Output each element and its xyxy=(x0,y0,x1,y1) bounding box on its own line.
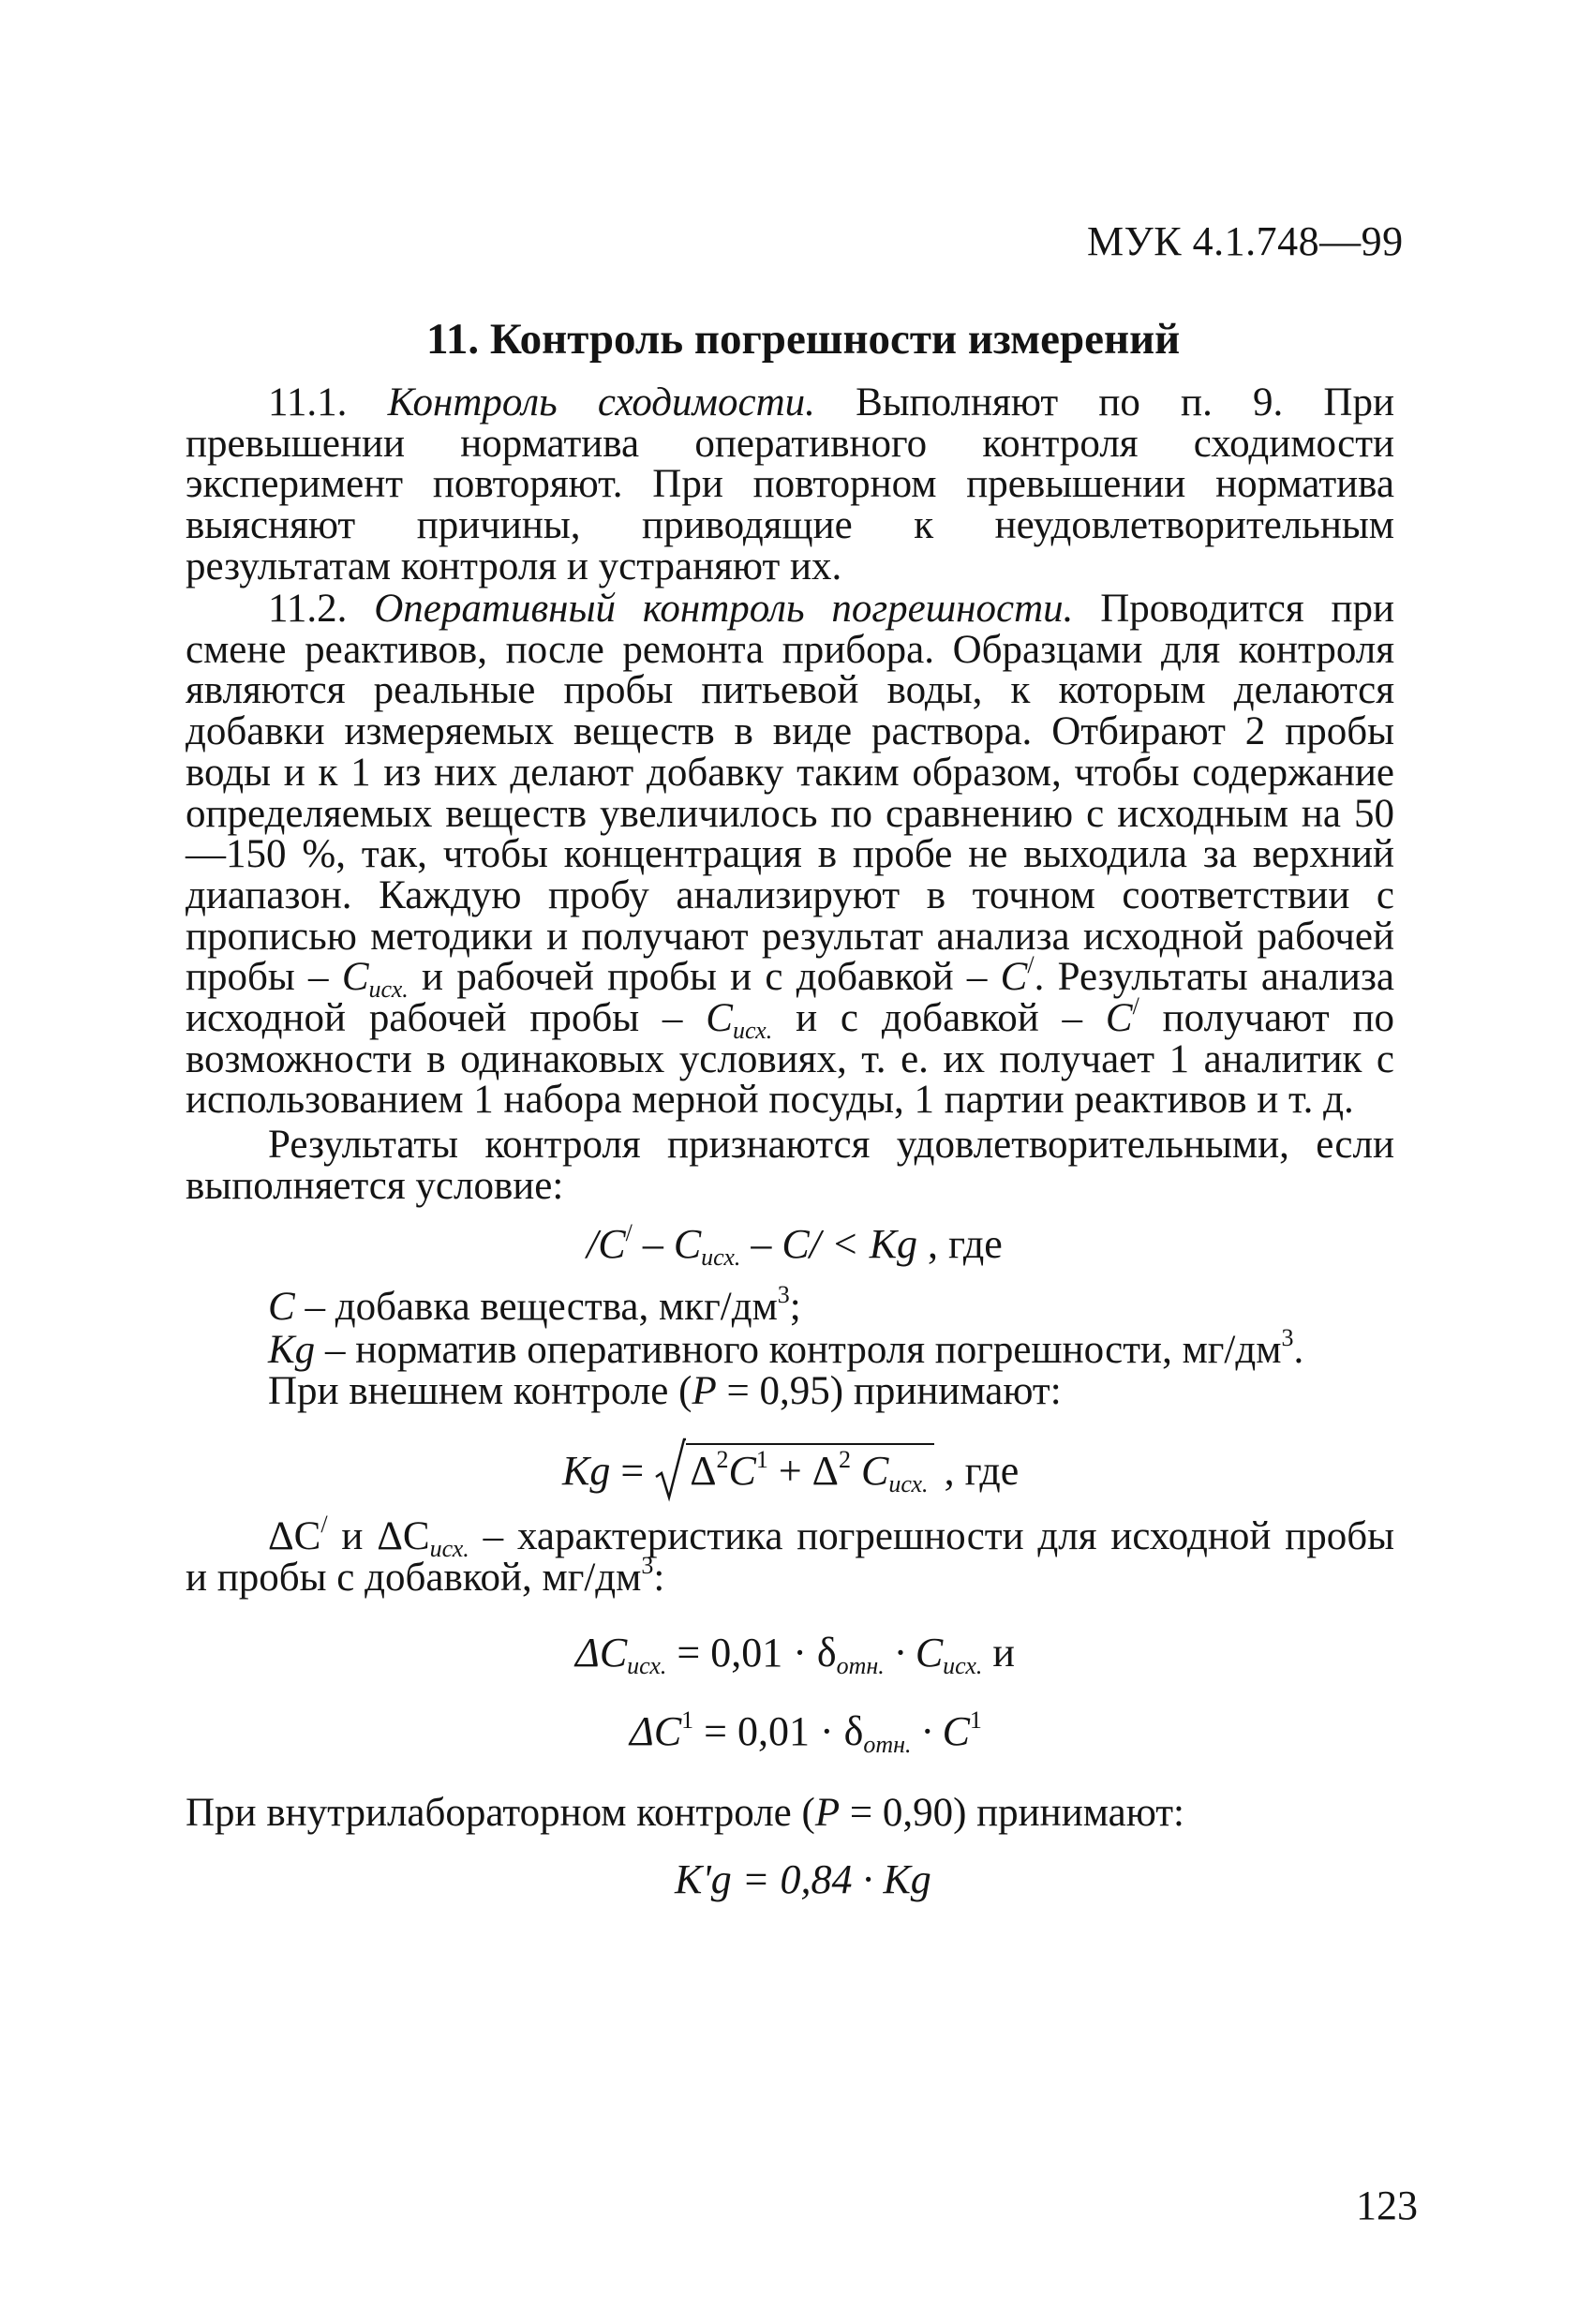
document-code: МУК 4.1.748—99 xyxy=(1087,218,1404,264)
paragraph-results: Результаты контроля признаются удовлетворительными, если выполняется условие: xyxy=(186,1123,1394,1208)
symbol-c: C xyxy=(341,955,369,1000)
symbol-c1: C xyxy=(1000,955,1028,1000)
internal-control-line: При внутрилабораторном контроле (P = 0,90) принимают: xyxy=(186,1791,1185,1835)
formula-kprime-g: K'g = 0,84 · Kg xyxy=(675,1856,931,1902)
radical-sign-icon xyxy=(654,1438,686,1503)
square-root-symbol: $\Delta^2C^1 + \Delta^2$ $C_{исх.}$ xyxy=(654,1443,933,1495)
paragraph-11-1 xyxy=(186,382,1394,588)
paragraph-11-2: 11.2. Оперативный контроль погрешности. Проводится при смене реактивов, после ремонта прибора. Образцами для контроля являются реальные пробы питьевой воды, к которым делаются добавки измеряемых веществ в виде раствора. Отбирают 2 пробы воды и к 1 из них делают добавку таким образом, чтобы содержание определяемых веществ увеличилось по сравнению с исходным на 50—150 %, так, чтобы концентрация в пробе не выходила за верхний диапазон. Каждую пробу анализируют в точном соответствии с прописью методики и получают результат анализа исходной рабочей пробы – $C_{исх.}$ и рабочей пробы и с добавкой – C/. Результаты анализа исходной рабочей пробы – $C_{исх.}$ и с добавкой – C/ получают по возможности в одинаковых условиях, т. е. их получает 1 аналитик с использованием 1 набора мерной посуды, 1 партии реактивов и т. д. xyxy=(186,587,1395,1123)
formula-kg: Kg = $\Delta^2C^1 + \Delta^2$ $C_{исх.}$ , где xyxy=(562,1443,1019,1495)
definition-kg: Kg – норматив оперативного контроля погрешности, $мг/дм^3$. xyxy=(268,1324,1304,1372)
paragraph-heading: Оперативный контроль погрешности. xyxy=(374,587,1074,631)
definition-c: C – добавка вещества, мкг/$дм^3$; xyxy=(268,1281,801,1329)
definition-delta: ΔC/ и $\Delta C_{исх.}$ – характеристика погрешности для исходной пробы и пробы с добавкой, $мг/дм^3$: xyxy=(186,1511,1394,1600)
paragraph-text: Проводится при смене реактивов, после ремонта прибора. Образцами для контроля являются реальные пробы питьевой воды, к которым делаются добавки измеряемых веществ в виде раствора. Отбирают 2 пробы воды и к 1 из них делают добавку таким образом, чтобы содержание определяемых веществ увеличилось по сравнению с исходным на 50—150 %, так, чтобы концентрация в пробе не выходила за верхний диапазон. Каждую пробу анализируют в точном соответствии с прописью методики и получают результат анализа исходной рабочей пробы – xyxy=(186,587,1395,1000)
page-number: 123 xyxy=(1356,2182,1418,2228)
paragraph-text: Выполняют по п. 9. При превышении норматива оперативного контроля сходимости эксперимент повторяют. При повторном превышении норматива выясняют причины, приводящие к неудовлетворительным результатам контроля и устраняют их. xyxy=(186,380,1394,588)
section-title: 11. Контроль погрешности измерений xyxy=(426,315,1181,364)
paragraph-number: 11.1. xyxy=(268,380,348,425)
external-control-line: При внешнем контроле (P = 0,95) принимают: xyxy=(268,1369,1062,1413)
paragraph-number: 11.2. xyxy=(268,587,348,631)
formula-condition: $/C^/ - C_{исх.} - C/ < Kg$ , где xyxy=(587,1219,1003,1271)
paragraph-heading: Контроль сходимости. xyxy=(387,380,815,425)
formula-delta-c-ish: $\Delta C_{исх.} = 0,01 \cdot \delta_{отн.} \cdot C_{исх.}$ и xyxy=(575,1630,1015,1679)
formula-delta-c1: $\Delta C^1 = 0,01 \cdot \delta_{отн.} \cdot C^1$ xyxy=(630,1706,982,1758)
